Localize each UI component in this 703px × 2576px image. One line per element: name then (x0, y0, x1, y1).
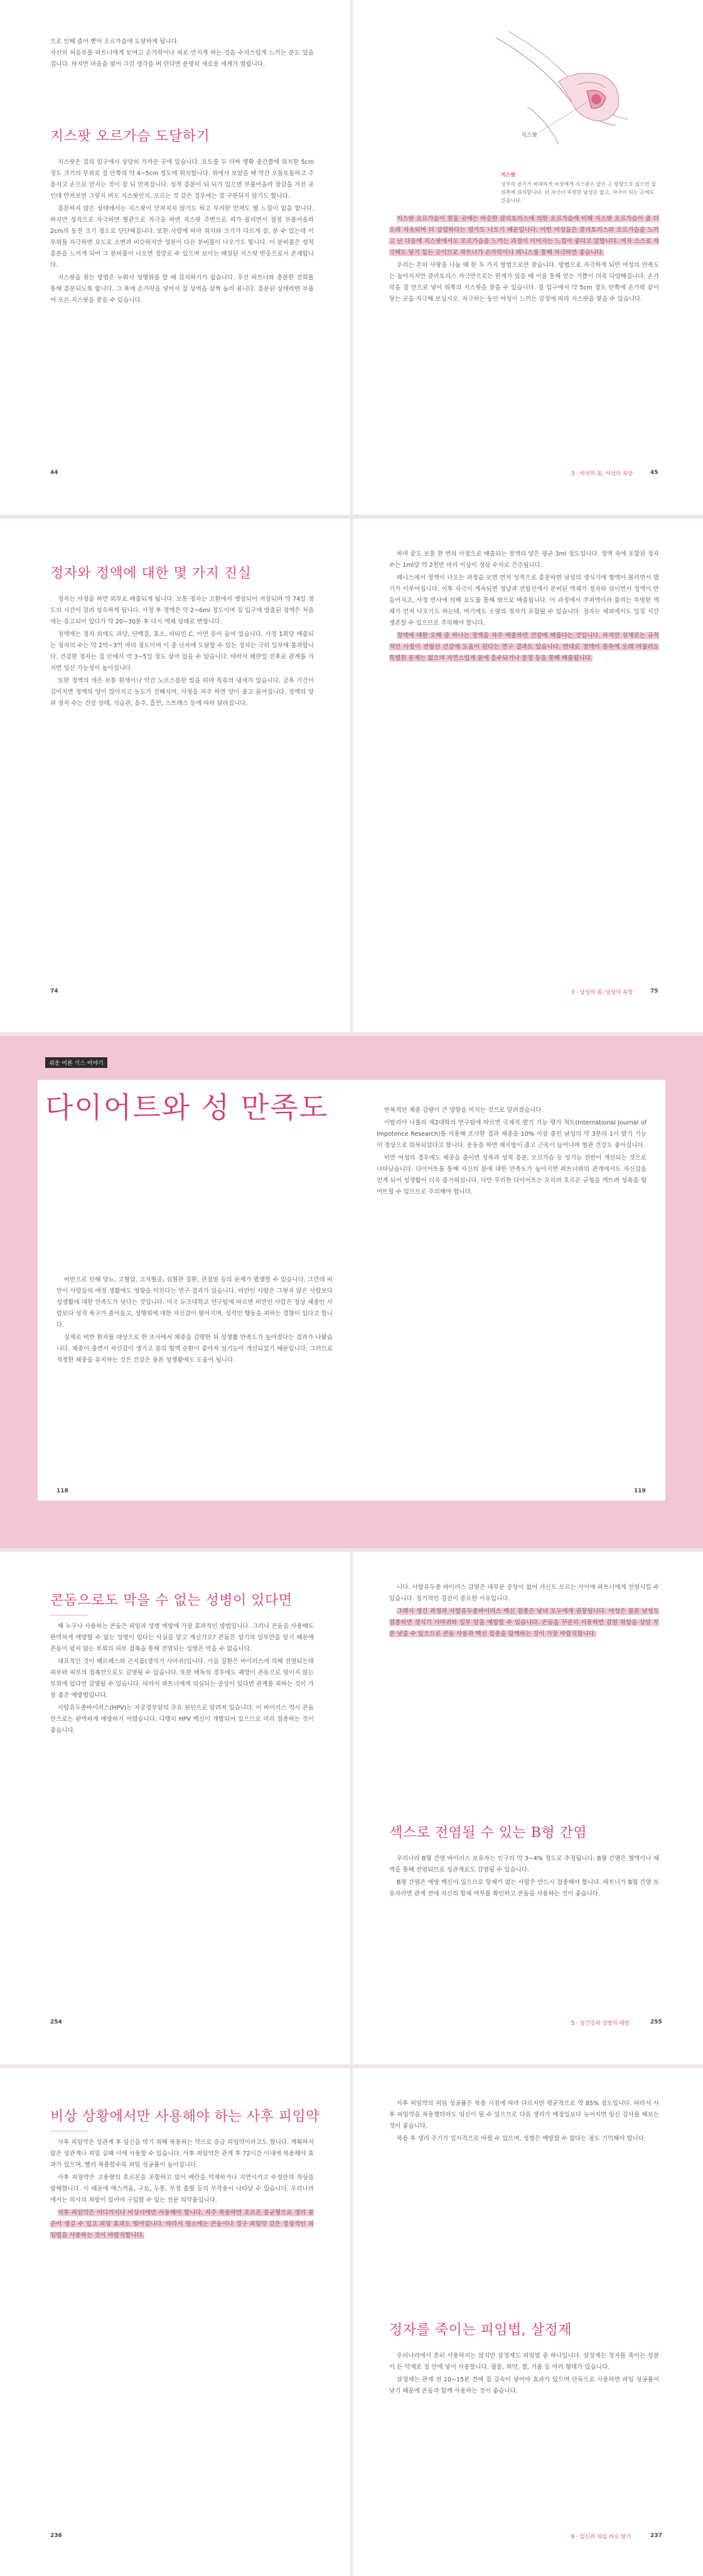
body-text (389, 549, 659, 666)
section-title: 지스팟 오르가슴 도달하기 (50, 129, 210, 144)
page-44 (0, 0, 352, 515)
spread-4 (0, 1552, 703, 2064)
paragraph: 비만 여성의 경우에도 체중을 줄이면 성욕과 성적 흥분, 오르가슴 등 성기능 전반이 개선되는 것으로 나타났습니다. 다이어트를 통해 자신의 몸에 대한 만족도가 높아지면 파트너와의 관계에서도 자신감을 얻게 되어 성생활이 더욱 즐거워집니다. 다만 무리한 다이어트는 오히려 호르몬 균형을 깨뜨려 성욕을 떨어뜨릴 수 있으므로 주의해야 합니다. (377, 1155, 647, 1195)
paragraph: 복용 후 생리 주기가 일시적으로 바뀔 수 있으며, 성병은 예방할 수 없다는 점도 기억해야 합니다. (397, 2135, 647, 2142)
page-255 (352, 1552, 703, 2064)
gutter-shadow (349, 0, 354, 515)
running-head: 3 · 여성의 몸, 여성의 욕망 (571, 471, 633, 477)
paragraph: 정액에는 정자 외에도 과당, 단백질, 효소, 비타민 C, 아연 등이 들어 있습니다. 사정 1회당 배출되는 정자의 수는 약 2억~3억 마리 정도이며 이 중 난자에 도달할 수 있는 정자는 극히 일부에 불과합니다. 건강한 정자는 질 안에서 약 3~5일 정도 살아 있을 수 있습니다. 따라서 배란일 전후로 관계를 가지면 임신 가능성이 높아집니다. (50, 631, 314, 672)
page-number: 254 (50, 2019, 62, 2025)
body-text-2 (389, 2351, 659, 2398)
page-number: 118 (56, 1488, 68, 1494)
gutter-shadow (349, 2068, 354, 2576)
spread-2 (0, 519, 703, 1032)
body-text (50, 1621, 314, 1738)
caption-text: 상부의 골기가 비대하게 여성에게 지스팟은 얕은 곳 방향으로 있으면 질 위쪽에 위치합니다. 더 자극이 뚜렷한 남성은 없고, 자극이 되는 곳에도 있습니다. (501, 181, 656, 203)
left-column (56, 1275, 333, 1367)
paragraph: 흥분하지 않은 상태에서는 지스팟이 만져지지 않기도 하고 무리한 만져도 별 느낌이 없을 합니다. 하지만 성적으로 자극하면 혈관으로 자극을 하면 지스팟 주변으로 피가 몰리면서 점점 부풀어올라 2cm의 동전 크기 정도로 단단해집니다. 또한 사람에 따라 위치와 크기가 다르게 잘, 분 수 있는데 이 부위를 자극하면 요도로 소변과 비슷하지만 성분이 다른 분비물이 나오기도 합니다. 이 분비물은 성적 흥분을 느끼게 되어 그 분비물이 나오면 정말로 수 있으며 보이는 배설된 지스팟 반응으로서 존재합니다. (50, 205, 314, 269)
paragraph: 지스팟은 질의 입구에서 상당히 가까운 곳에 있습니다. 요도를 두 터싸 명확 중간쯤에 위치한 5cm 정도 크기의 부위로 질 안쪽의 약 4~5cm 정도에 위치합니다. 위에서 보았을 때 약간 오돌토돌하고 주름지고 손으로 만지는 것이 잘 되 만져집니다. 성적 흥분이 되 되가 있으면 부풀어올라 장감을 가진 곳 인데 만져보면 그렇지 버도 지스팟인지, 모르는 것 같은 경우에는 잘 구분되지 않기도 합니다. (50, 159, 314, 200)
body-text (50, 594, 314, 711)
running-head: 5 · 성건강과 성병의 예방 (571, 2020, 630, 2027)
illustration-caption (501, 171, 658, 205)
spread-1 (0, 0, 703, 515)
paragraph: 이탈리아 나폴리 제2대학의 연구팀에 따르면 국제적 발기 기능 평가 척도(International Journal of Impotence Research)를 이용해 조사한 결과 체중을 10% 이상 줄인 남성의 약 3분의 1이 발기 기능이 정상으로 회복되었다고 합니다. 운동을 하면 체지방이 줄고 근육이 늘어나며 혈관 건강도 좋아집니다. (377, 1119, 647, 1149)
body-text-2 (389, 1853, 659, 1901)
section-title: 정자와 정액에 대한 몇 가지 진실 (50, 566, 252, 581)
paragraph: 사후 피임약은 고용량의 호르몬을 포함하고 있어 배란을 억제하거나 지연시키고 수정란의 착상을 방해합니다. 이 때문에 메스꺼움, 구토, 두통, 부정 출혈 등의 부작용이 나타날 수 있습니다. 우리나라에서는 의사의 처방이 있어야 구입할 수 있는 전문 의약품입니다. (50, 2174, 314, 2204)
series-label (45, 1057, 107, 1068)
right-column (377, 1105, 647, 1199)
paragraph: 페니스에서 정액이 나오는 과정을 보면 먼저 성적으로 흥분하면 남성의 생식기에 혈액이 몰리면서 발기가 이루어집니다. 이후 자극이 계속되면 정낭과 전립선에서 분비된 액체가 정자와 섞이면서 정액이 만들어지고, 사정 반사에 의해 요도를 통해 밖으로 배출됩니다. 이 과정에서 쿠퍼액이라 불리는 투명한 액체가 먼저 나오기도 하는데, 여기에도 소량의 정자가 포함될 수 있습니다. 정자는 체외에서도 일정 시간 생존할 수 있으므로 주의해야 합니다. (389, 574, 659, 627)
section-title-2: 섹스로 전염될 수 있는 B형 간염 (389, 1825, 588, 1841)
paragraph: 또한 정액의 색은 보통 흰색이나 약간 노르스름한 빛을 띠며 특유의 냄새가 있습니다. 금욕 기간이 길어지면 정액의 양이 많아지고 농도가 진해지며, 사정을 자주 하면 양이 줄고 묽어집니다. 정액의 양과 정자 수는 건강 상태, 식습관, 음주, 흡연, 스트레스 등에 따라 달라집니다. (50, 677, 314, 707)
spread-5 (0, 2068, 703, 2576)
paragraph: 정자는 사정을 하면 외부로 배출되게 됩니다. 보통 정자는 고환에서 생성되어 저장되며 약 74일 정도의 시간이 걸려 성숙하게 됩니다. 사정 후 정액은 약 2~6ml 정도이며 질 입구에 방출된 정액은 처음에는 응고되어 있다가 약 20~30분 후 다시 액체 상태로 변합니다. (50, 596, 314, 625)
paragraph: 우리는 흔히 사랑을 나눌 때 한 두 가지 방법으로만 찾습니다. 방법으로 자극하게 되면 여성의 만족도는 높아지지만 클리토리스 자극만으로는 한계가 있을 때 이를 통해 얻는 기쁨이 더욱 다양해집니다. 손가락을 질 안으로 넣어 위쪽의 지스팟을 찾을 수 있습니다. 질 입구에서 약 5cm 정도 안쪽에 손가락 끝이 닿는 곳을 자극해 보십시오. 자극하는 동안 여성이 느끼는 감정에 따라 지스팟을 찾을 수 있습니다. (389, 262, 659, 303)
page-75 (352, 519, 703, 1032)
spread-3 (0, 1036, 703, 1548)
running-head: 3 · 남성의 몸, 남성의 욕망 (571, 989, 633, 996)
paragraph: 사후 피임약의 피임 성공률은 복용 시점에 따라 다르지만 평균적으로 약 85% 정도입니다. 따라서 사후 피임약을 복용했더라도 임신이 될 수 있으므로 다음 생리가 예정일보다 늦어지면 임신 검사를 해보는 것이 좋습니다. (389, 2100, 659, 2130)
page-254 (0, 1552, 352, 2064)
gutter-shadow (349, 1552, 354, 2064)
running-head: 6 · 임신과 피임 바로 알기 (571, 2534, 631, 2540)
paragraph: 비만으로 인해 당뇨, 고혈압, 고지혈증, 심혈관 질환, 관절염 등의 문제가 발생할 수 있습니다. 그런데 비만이 사람들의 애정 생활에도 영향을 미친다는 연구 결과가 있습니다. 비만인 사람은 그렇지 않은 사람보다 성생활에 대한 만족도가 낮다는 것입니다. 미국 듀크대학교 연구팀에 따르면 비만인 사람은 정상 체중인 사람보다 성적 욕구가 줄어들고, 성행위에 대한 자신감이 떨어지며, 성적인 행동을 피하는 경향이 있다고 합니다. (56, 1276, 333, 1328)
page-number: 237 (650, 2533, 662, 2539)
paragraph-highlighted: 정액에 대한 오해 중 하나는 정액을 자주 배출하면 건강에 해롭다는 것입니다. 하지만 실제로는 규칙적인 사정이 전립선 건강에 도움이 된다는 연구 결과도 있습니다. 반대로 정액이 몸속에 오래 머물러도 특별한 문제는 없으며 자연스럽게 몸에 흡수되거나 몽정 등을 통해 배출됩니다. (389, 632, 659, 662)
paragraph: 실제로 비만 환자를 대상으로 한 조사에서 체중을 감량한 뒤 성생활 만족도가 높아졌다는 결과가 나왔습니다. 체중이 줄면서 자신감이 생기고 몸의 혈액 순환이 좋아져 성기능이 개선되었기 때문입니다. 그러므로 적정한 체중을 유지하는 것은 건강은 물론 성생활에도 도움이 됩니다. (56, 1334, 333, 1364)
page-number: 75 (650, 988, 658, 994)
page-number: 74 (50, 988, 58, 994)
page-236 (0, 2068, 352, 2576)
page-number: 236 (50, 2533, 62, 2539)
illustration-label: 지스팟 (521, 132, 538, 139)
body-text (389, 1582, 659, 1641)
body-text (50, 157, 314, 308)
anatomy-illustration (471, 25, 659, 170)
paragraph: 하며 끝도 보통 한 번의 사정으로 배출되는 정액의 양은 평균 3ml 정도입니다. 정액 속에 포함된 정자 수는 1ml당 약 2천만 마리 이상이 정상 수치로 간주됩니다. (389, 551, 659, 569)
page-number: 119 (634, 1488, 646, 1494)
section-title: 비상 상황에서만 사용해야 하는 사후 피임약 (50, 2109, 320, 2125)
paragraph: 우리나라에서 흔히 사용하지는 않지만 살정제도 피임법 중 하나입니다. 살정제는 정자를 죽이는 성분이 든 약제로 질 안에 넣어 사용합니다. 필름, 좌약, 젤, 거품 등 여러 형태가 있습니다. (389, 2352, 659, 2371)
series-label-suffix: 이야기 (85, 1060, 104, 1067)
paragraph: 살정제는 관계 전 10~15분 전에 질 깊숙이 넣어야 효과가 있으며 단독으로 사용하면 피임 성공률이 낮기 때문에 콘돔과 함께 사용하는 것이 좋습니다. (389, 2376, 659, 2395)
paragraph: B형 간염은 예방 백신이 있으므로 항체가 없는 사람은 반드시 접종해야 합니다. 파트너가 B형 간염 보유자라면 관계 전에 자신의 항체 여부를 확인하고 콘돔을 사용하는 것이 좋습니다. (389, 1879, 659, 1897)
paragraph-highlighted: 그래서 생긴 과정과 사람유두종바이러스 백신 접종은 남녀 모두에게 권장됩니다. 여성은 물론 남성도 접종하면 생식기 사마귀와 일부 암을 예방할 수 있습니다. 콘돔을 꾸준히 사용하면 감염 위험을 상당 부분 낮출 수 있으므로 콘돔 사용과 백신 접종을 함께하는 것이 가장 바람직합니다. (389, 1608, 659, 1637)
section-title-2: 정자를 죽이는 피임법, 살정제 (389, 2322, 572, 2338)
page-number: 255 (650, 2019, 662, 2025)
paragraph: 반복적인 체중 감량이 큰 영향을 미치는 것으로 알려졌습니다. (384, 1107, 544, 1114)
page-number: 44 (50, 470, 58, 476)
intro-text: 으로 인해 줄어 뻗어 오르가슴에 도달하게 됩니다. 자신의 허음부를 파트너에게 보여고 손가락이나 혀로 만지게 하는 것을 수치스럽게 느끼는 분도 있을 겁니다. 하지만 마음을 열어 그런 생각을 버 린다면 분명히 새로운 세계가 열립니다. (50, 38, 314, 68)
paragraph: 대표적인 것이 헤르페스와 곤지름(생식기 사마귀)입니다. 이들 질환은 바이러스에 의해 전염되는데 피부와 피부의 접촉만으로도 감염될 수 있습니다. 또한 매독의 경우에도 궤양이 콘돔으로 덮이지 않는 부위에 있다면 감염될 수 있습니다. 따라서 파트너에게 의심되는 증상이 있다면 관계를 피하는 것이 가장 좋은 예방법입니다. (50, 1658, 314, 1699)
paragraph: 해 누구나 사용하는 콘돔은 피임과 성병 예방에 가장 효과적인 방법입니다. 그러나 콘돔을 사용해도 완벽하게 예방할 수 없는 성병이 있다는 사실을 알고 계신가요? 콘돔은 성기의 일부만을 덮기 때문에 콘돔이 덮지 않는 부위의 피부 접촉을 통해 전염되는 성병은 막을 수 없습니다. (50, 1623, 314, 1652)
paragraph-highlighted: 사후 피임약은 어디까지나 비상시에만 사용해야 합니다. 자주 복용하면 호르몬 불균형으로 생리 불순이 생길 수 있고 피임 효과도 떨어집니다. 따라서 평소에는 콘돔이나 경구 피임약 같은 정상적인 피임법을 사용하는 것이 바람직합니다. (50, 2209, 314, 2239)
body-text (389, 213, 659, 306)
gutter-shadow (349, 519, 354, 1032)
paragraph: 사람유두종바이러스(HPV)는 자궁경부암의 주요 원인으로 알려져 있습니다. 이 바이러스 역시 콘돔만으로는 완벽하게 예방하기 어렵습니다. 다행히 HPV 백신이 개발되어 있으므로 미리 접종하는 것이 좋습니다. (50, 1705, 314, 1734)
paragraph: 지스팟을 찾는 방법은 누워서 성행위를 할 때 감지하기가 쉽습니다. 우선 파트너와 충분한 전희를 통해 흥분되도록 합니다. 그 후에 손가락을 넣어서 질 상벽을 살짝 눌러 봅니다. 흥분된 상태라면 부풀어 오른 지스팟을 찾을 수 있습니다. (50, 274, 314, 304)
page-74 (0, 519, 352, 1032)
chapter-title: 다이어트와 성 만족도 (45, 1091, 329, 1124)
page-number: 45 (650, 470, 658, 476)
paragraph: 사후 피임약은 성관계 후 임신을 막기 위해 복용하는 약으로 응급 피임약이라고도 합니다. 계획하지 않은 성관계나 피임 실패 시에 사용할 수 있습니다. 사후 피임약은 관계 후 72시간 이내에 복용해야 효과가 있으며, 빨리 복용할수록 피임 성공률이 높아집니다. (50, 2139, 314, 2169)
series-label-accent: 섹스 (74, 1060, 85, 1067)
page-237 (352, 2068, 703, 2576)
body-text (50, 2137, 314, 2243)
series-label-prefix: 쉬운 이론 (49, 1060, 75, 1067)
page-45 (352, 0, 703, 515)
section-title: 콘돔으로도 막을 수 없는 성병이 있다면 (50, 1593, 292, 1609)
caption-title: 지스팟 (501, 172, 516, 178)
paragraph-highlighted: 지스팟 오르가슴이 찾을 곳에는 비슷한 클리토리스에 의한 오르가슴에 비해 지스팟 오르가슴이 좀 더 오래 지속되며 더 강렬하다는 평가도 나오기 때문입니다. 어떤 여성들은 클리토리스와 오르가슴을 느끼고 난 다음에 지스팟에서도 오르가슴을 느끼는 과정이 이어지는 느낌이 좋다고 말합니다. 여자 스스로 자극해도 닿기 힘든 곳이므로 파트너가 손가락이나 페니스를 통해 자극하면 좋습니다. (389, 215, 659, 256)
paragraph: 니다. 사람유두종 바이러스 감염은 대부분 증상이 없어 자신도 모르는 사이에 파트너에게 전염시킬 수 있습니다. 정기적인 검진이 중요한 이유입니다. (389, 1584, 659, 1602)
body-text (389, 2098, 659, 2146)
paragraph: 우리나라 B형 간염 바이러스 보유자는 인구의 약 3~4% 정도로 추정됩니다. B형 간염은 혈액이나 체액을 통해 전염되므로 성관계로도 감염될 수 있습니다. (389, 1855, 659, 1873)
